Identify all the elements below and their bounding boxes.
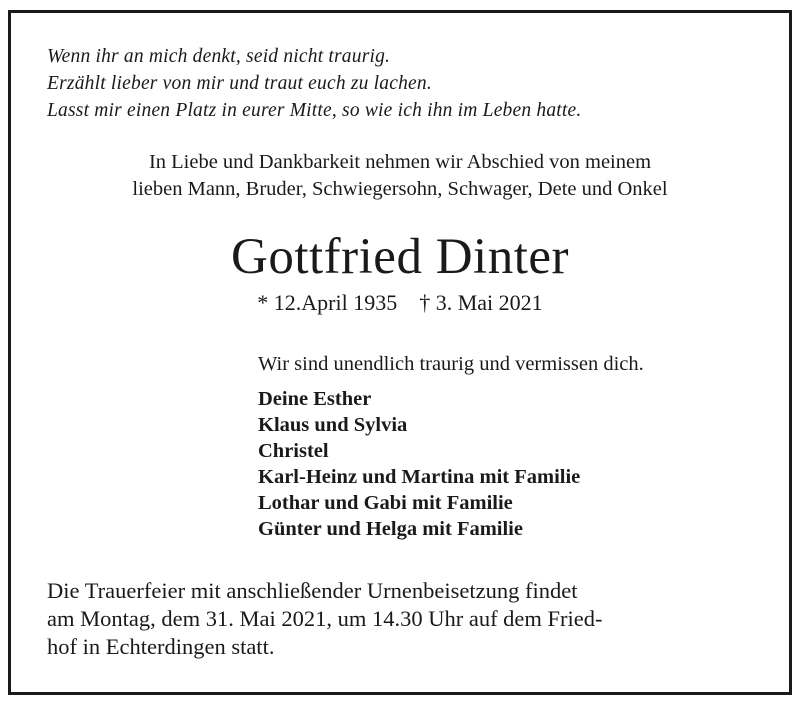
mourning-text: Wir sind unendlich traurig und vermissen dich. <box>258 353 644 375</box>
life-dates: * 12.April 1935 † 3. Mai 2021 <box>257 290 543 315</box>
signer: Lothar und Gabi mit Familie <box>258 492 513 514</box>
poem-line: Wenn ihr an mich denkt, seid nicht traurig. <box>47 46 391 67</box>
funeral-line: hof in Echterdingen statt. <box>47 634 275 659</box>
intro-line: lieben Mann, Bruder, Schwiegersohn, Schwager, Dete und Onkel <box>132 178 668 200</box>
poem-line: Lasst mir einen Platz in eurer Mitte, so wie ich ihn im Leben hatte. <box>47 100 582 121</box>
poem-line: Erzählt lieber von mir und traut euch zu lachen. <box>47 73 432 94</box>
funeral-announcement <box>47 577 603 661</box>
obituary-notice <box>8 10 792 695</box>
poem <box>47 43 581 124</box>
signer: Günter und Helga mit Familie <box>258 518 523 540</box>
signer: Deine Esther <box>258 388 372 410</box>
signer: Karl-Heinz und Martina mit Familie <box>258 466 581 488</box>
farewell-intro <box>11 149 789 203</box>
funeral-line: am Montag, dem 31. Mai 2021, um 14.30 Uhr auf dem Fried- <box>47 606 603 631</box>
funeral-line: Die Trauerfeier mit anschließender Urnenbeisetzung findet <box>47 578 578 603</box>
intro-line: In Liebe und Dankbarkeit nehmen wir Abschied von meinem <box>148 151 652 173</box>
signer: Klaus und Sylvia <box>258 414 408 436</box>
deceased-name: Gottfried Dinter <box>231 229 569 285</box>
signers-list <box>258 386 580 542</box>
signer: Christel <box>258 440 329 462</box>
